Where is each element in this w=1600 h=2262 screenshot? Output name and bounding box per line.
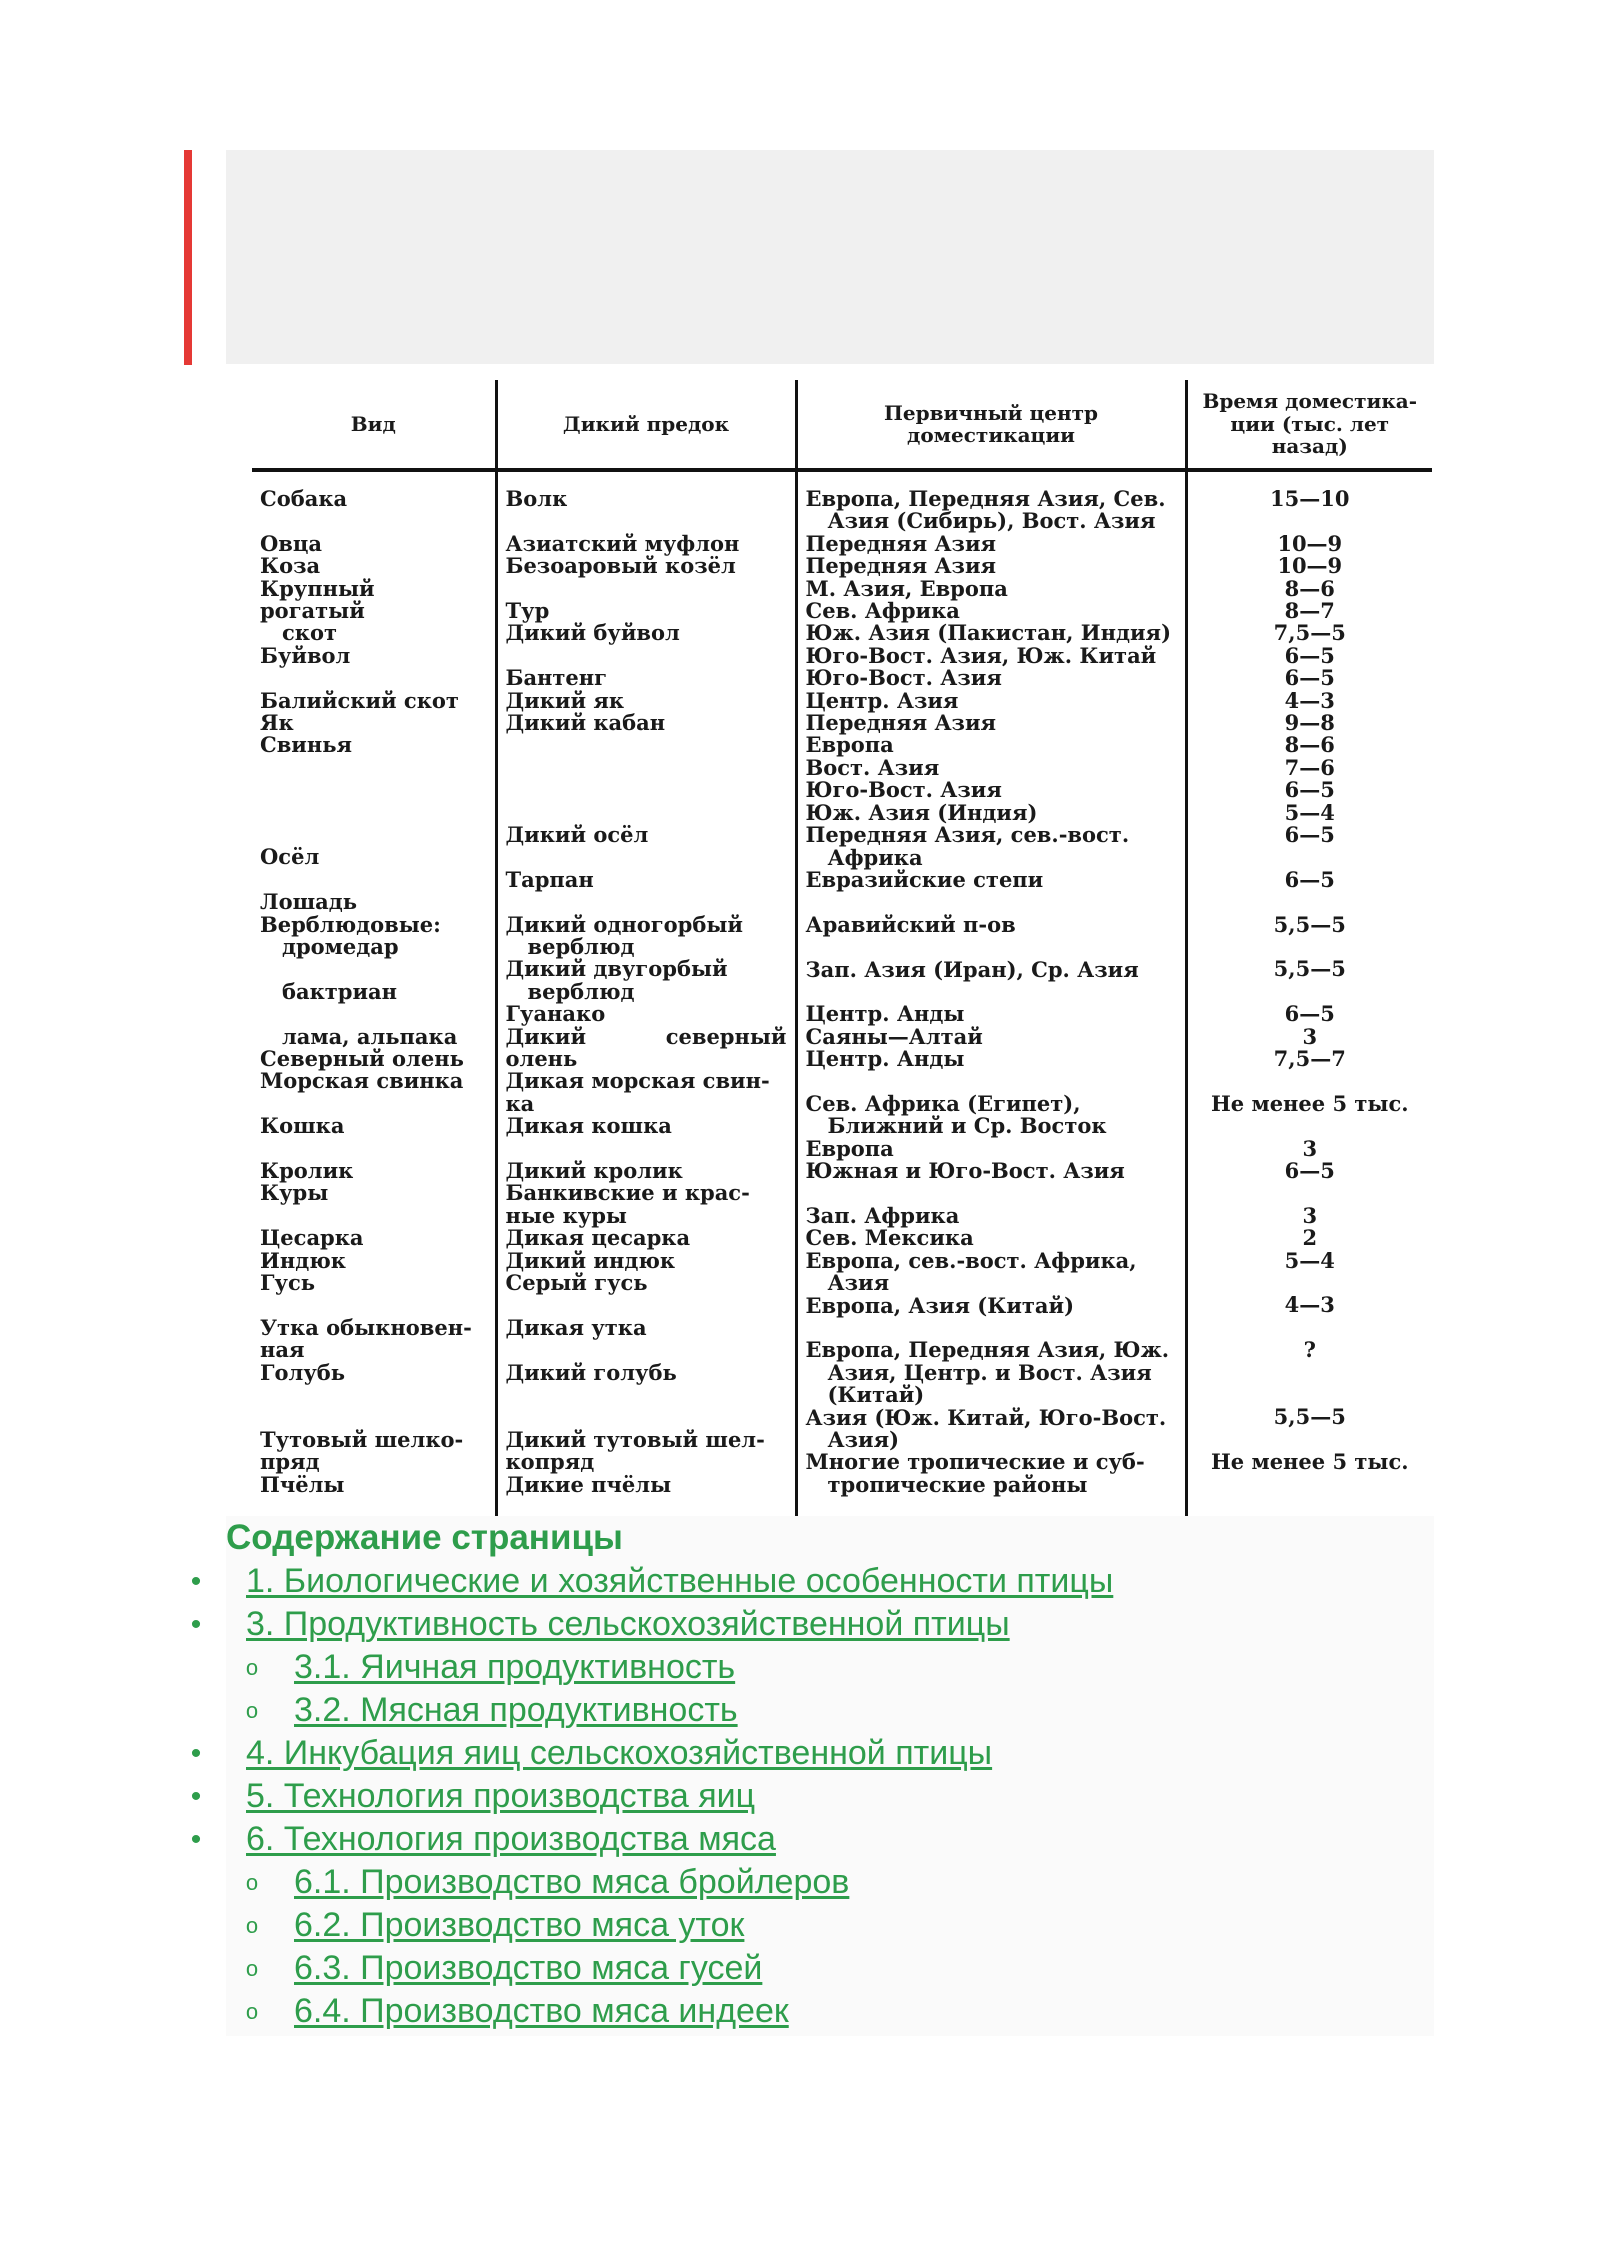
table-cell-line: Осёл (260, 844, 320, 870)
circle-bullet-icon: o (245, 1698, 259, 1723)
table-cell-line: Тарпан (505, 866, 594, 892)
table-cell-line: Ближний и Ср. Восток (827, 1113, 1107, 1139)
table-cell-line: 7,5—5 (1273, 620, 1346, 646)
table-cell-line: Передняя Азия (805, 530, 997, 556)
table-cell-line: лама, альпака (282, 1023, 458, 1049)
table-cell-line (1196, 1317, 1425, 1339)
table-cell-line: Дикий голубь (505, 1359, 677, 1385)
table-cell-line: Дикий тутовый шел- (505, 1426, 765, 1452)
table-cell-line: Цесарка (260, 1225, 364, 1251)
toc-item (190, 1732, 1113, 1775)
toc-item (226, 1861, 1113, 1904)
table-cell-line: Куры (260, 1180, 329, 1206)
toc-title: Содержание страницы (226, 1518, 623, 1557)
table-cell-line: Зап. Азия (Иран), Ср. Азия (805, 956, 1139, 982)
table-cell-line: 2 (1302, 1225, 1318, 1251)
table-cell-line (1196, 981, 1425, 1003)
ancestor-column (496, 470, 796, 1526)
table-cell-line: пряд (260, 1449, 320, 1475)
table-cell-line (1196, 936, 1425, 958)
table-cell-line: верблюд (527, 933, 635, 959)
table-cell-line: ная (260, 1337, 305, 1363)
toc-link[interactable]: 3.2. Мясная продуктивность (294, 1691, 738, 1729)
table-cell-line: назад) (1271, 434, 1348, 459)
table-of-contents (190, 1516, 1434, 2036)
circle-bullet-icon: o (245, 1870, 259, 1895)
table-cell-line (260, 1003, 487, 1025)
table-cell-line: Аравийский п-ов (805, 911, 1016, 937)
quote-box (226, 150, 1434, 364)
table-cell-line (260, 802, 487, 824)
table-cell-line: Африка (827, 844, 923, 870)
circle-bullet-icon: o (245, 1655, 259, 1680)
table-cell-line: Европа (805, 732, 894, 758)
table-cell-line: ции (тыс. лет (1230, 411, 1390, 436)
circle-bullet-icon: o (245, 1999, 259, 2024)
table-cell-line: 6—5 (1284, 1158, 1335, 1184)
toc-list (190, 1560, 1114, 2033)
toc-item (226, 1990, 1113, 2033)
table-cell-line: Голубь (260, 1359, 346, 1385)
table-cell-line: Кошка (260, 1113, 345, 1139)
bullet-icon: • (190, 1780, 202, 1813)
table-cell-line: 10—9 (1277, 553, 1343, 579)
table-cell-line (1196, 1115, 1425, 1137)
table-cell-line (506, 1294, 787, 1316)
table-cell-line: Азия (Сибирь), Вост. Азия (827, 508, 1156, 534)
table-cell-line: копряд (505, 1449, 595, 1475)
center-column (796, 470, 1186, 1526)
table-cell-line: Юго-Вост. Азия, Юж. Китай (805, 642, 1157, 668)
table-cell-line: 7—6 (1284, 754, 1335, 780)
table-cell-line: 3 (1302, 1023, 1318, 1049)
table-cell-line: Азиатский муфлон (505, 530, 740, 556)
table-cell-line: Верблюдовые: (260, 911, 441, 937)
table-cell-line (260, 1384, 487, 1406)
table-cell-line: тропические районы (827, 1471, 1088, 1497)
table-cell-line (506, 891, 787, 913)
table-body-row (252, 470, 1432, 1526)
table-cell-line: 3 (1302, 1202, 1318, 1228)
table-cell-line: 5—4 (1284, 1247, 1335, 1273)
table-cell-line: ные куры (505, 1202, 627, 1228)
table-cell-line: Банкивские и крас- (505, 1180, 750, 1206)
table-cell-line: Передняя Азия (805, 553, 997, 579)
table-cell-line: М. Азия, Европа (805, 575, 1008, 601)
table-cell-line: Юж. Азия (Пакистан, Индия) (805, 620, 1172, 646)
table-cell-line: Волк (505, 486, 568, 511)
table-cell-line: Европа, Азия (Китай) (805, 1292, 1075, 1318)
table-cell-line: Безоаровый козёл (505, 553, 736, 579)
table-cell-line (1196, 1474, 1425, 1496)
table-cell-line: Крупный рогатый (260, 575, 375, 624)
table-cell-line (506, 1339, 787, 1361)
table-cell-line: Дикая морская свин- (505, 1068, 770, 1094)
time-column (1186, 470, 1432, 1526)
table-cell-line: 9—8 (1284, 710, 1335, 736)
toc-link[interactable]: 5. Технология производства яиц (246, 1777, 756, 1815)
table-cell-line: Сев. Африка (Египет), (805, 1090, 1081, 1116)
table-cell-line: Дикий як (505, 687, 625, 713)
table-cell-line: Дикий буйвол (505, 620, 680, 646)
table-cell-line: Юго-Вост. Азия (805, 777, 1002, 803)
table-cell-line: дромедар (282, 934, 399, 960)
table-cell-line: 3 (1302, 1135, 1318, 1161)
table-cell-line: Азия) (827, 1426, 900, 1452)
circle-bullet-icon: o (245, 1956, 259, 1981)
table-cell-line: Европа, сев.-вост. Африка, (805, 1247, 1137, 1273)
header-ancestor (496, 380, 796, 470)
table-cell-line (506, 510, 787, 532)
toc-link[interactable]: 6.4. Производство мяса индеек (294, 1992, 789, 2030)
table-cell-line: 7,5—7 (1273, 1046, 1346, 1072)
table-cell-line: бактриан (282, 978, 398, 1004)
table-cell-line: 5,5—5 (1273, 911, 1346, 937)
toc-item (226, 1646, 1113, 1689)
table-cell-line: 8—6 (1284, 732, 1335, 758)
table-cell-line (260, 958, 487, 980)
table-cell-line (1196, 1362, 1425, 1384)
bullet-icon: • (190, 1565, 202, 1598)
table-cell-line: Первичный центр (884, 400, 1098, 425)
table-cell-line (806, 1317, 1177, 1339)
table-cell-line: Центр. Азия (805, 687, 959, 713)
table-cell-line (260, 1093, 487, 1115)
table-cell-line: Гуанако (505, 1001, 606, 1027)
header-time (1186, 380, 1432, 470)
table-cell-line: Лошадь (260, 889, 358, 915)
table-cell-line: Дикий северный олень (505, 1023, 787, 1072)
table-cell-line: Южная и Юго-Вост. Азия (805, 1158, 1125, 1184)
toc-item (190, 1775, 1113, 1818)
toc-link[interactable]: 1. Биологические и хозяйственные особенности птицы (246, 1562, 1114, 1600)
table-cell-line: Свинья (260, 732, 353, 758)
toc-item (226, 1904, 1113, 1947)
toc-item (190, 1603, 1113, 1646)
table-cell-line (1196, 891, 1425, 913)
table-cell-line: 6—5 (1284, 822, 1335, 848)
toc-link[interactable]: 6.1. Производство мяса бройлеров (294, 1863, 850, 1901)
species-column (252, 470, 496, 1526)
table-cell-line (506, 779, 787, 801)
toc-link[interactable]: 4. Инкубация яиц сельскохозяйственной птицы (246, 1734, 993, 1772)
toc-link[interactable]: 6.2. Производство мяса уток (294, 1906, 745, 1944)
table-cell-line: Евразийские степи (805, 866, 1044, 892)
table-cell-line: Вост. Азия (805, 754, 940, 780)
table-cell-line: Многие тропические и суб- (805, 1449, 1145, 1475)
header-species (252, 380, 496, 470)
table-cell-line (506, 802, 787, 824)
table-cell-line (260, 1294, 487, 1316)
table-cell-line: Центр. Анды (805, 1046, 965, 1072)
table-cell-line (1196, 1429, 1425, 1451)
table-cell-line: Дикая цесарка (505, 1225, 691, 1251)
table-cell-line (1196, 1384, 1425, 1406)
table-cell-line: 8—7 (1284, 598, 1335, 624)
table-cell-line (260, 1406, 487, 1428)
table-cell-line: Дикий кабан (505, 710, 666, 736)
table-cell-line: Дикие пчёлы (505, 1471, 672, 1497)
table-cell-line: Дикая кошка (505, 1113, 672, 1139)
table-cell-line (1196, 1182, 1425, 1204)
table-cell-line: Дикий кролик (505, 1158, 683, 1184)
table-cell-line: 6—5 (1284, 642, 1335, 668)
table-cell-line (506, 757, 787, 779)
table-cell-line: (Китай) (827, 1382, 925, 1408)
table-cell-line (1196, 510, 1425, 532)
table-cell-line (506, 1406, 787, 1428)
toc-link[interactable]: 6.3. Производство мяса гусей (294, 1949, 763, 1987)
table-cell-line: 4—3 (1284, 1292, 1335, 1318)
table-cell-line: Индюк (260, 1247, 346, 1273)
table-cell-line: ка (505, 1090, 535, 1116)
table-cell-line (806, 1183, 1177, 1205)
table-cell-line: верблюд (527, 978, 635, 1004)
table-cell-line: Овца (260, 530, 323, 556)
table-cell-line (1196, 846, 1425, 868)
table-cell-line: Зап. Африка (805, 1202, 960, 1228)
accent-bar (184, 150, 192, 365)
table-cell-line: 6—5 (1284, 1001, 1335, 1027)
table-cell-line (260, 667, 487, 689)
table-cell-line: Сев. Мексика (805, 1225, 974, 1251)
table-cell-line: Буйвол (260, 642, 351, 668)
table-cell-line: 5—4 (1284, 799, 1335, 825)
table-cell-line: Тур (505, 598, 550, 623)
table-cell-line (506, 846, 787, 868)
table-cell-line (806, 891, 1177, 913)
table-cell-line (806, 936, 1177, 958)
table-cell-line: Европа, Передняя Азия, Юж. (805, 1337, 1170, 1363)
table-cell-line (506, 1138, 787, 1160)
table-cell-line: 15—10 (1270, 486, 1350, 511)
table-cell-line: 6—5 (1284, 777, 1335, 803)
table-cell-line: Утка обыкновен- (260, 1314, 472, 1340)
table-cell-line: Азия (Юж. Китай, Юго-Вост. (805, 1404, 1167, 1430)
table-cell-line: Саяны—Алтай (805, 1023, 983, 1049)
table-cell-line: 8—6 (1284, 575, 1335, 601)
table-cell-line: Сев. Африка (805, 598, 960, 624)
toc-item (190, 1560, 1114, 1603)
table-cell-line (260, 510, 487, 532)
table-cell-line: Европа (805, 1135, 894, 1161)
table-cell-line: 6—5 (1284, 866, 1335, 892)
table-cell-line (1196, 1272, 1425, 1294)
table-cell-line: Время доместика- (1202, 389, 1418, 414)
table-cell-line: Дикая утка (505, 1314, 647, 1340)
table-cell-line: Як (260, 710, 294, 736)
table-cell-line (260, 1205, 487, 1227)
table-cell-line: доместикации (906, 423, 1076, 447)
table-cell-line (260, 757, 487, 779)
table-cell-line: Коза (260, 553, 321, 579)
table-cell-line (260, 869, 487, 891)
table-cell-line: Дикий предок (562, 411, 730, 436)
table-cell-line: Не менее 5 тыс. (1210, 1090, 1409, 1116)
toc-item (226, 1689, 1113, 1732)
table-cell-line (806, 981, 1177, 1003)
table-cell-line: Передняя Азия, сев.-вост. (805, 822, 1130, 848)
table-cell-line (260, 1138, 487, 1160)
table-cell-line: 5,5—5 (1273, 1404, 1346, 1430)
table-cell-line: Юго-Вост. Азия (805, 665, 1002, 691)
table-cell-line: Бантенг (505, 665, 608, 691)
table-cell-line (506, 645, 787, 667)
circle-bullet-icon: o (245, 1913, 259, 1938)
table-header-row (252, 380, 1432, 470)
toc-link[interactable]: 3. Продуктивность сельскохозяйственной птицы (246, 1605, 1010, 1643)
toc-link[interactable]: 3.1. Яичная продуктивность (294, 1648, 736, 1686)
table-cell-line: Азия, Центр. и Вост. Азия (827, 1359, 1152, 1385)
table-cell-line: Вид (350, 411, 396, 436)
domestication-table (252, 380, 1432, 1526)
table-cell-line: Дикий одногорбый (505, 911, 743, 937)
bullet-icon: • (190, 1737, 202, 1770)
table-cell-line: 6—5 (1284, 665, 1335, 691)
table-cell-line: Гусь (260, 1270, 315, 1296)
table-cell-line: Дикий индюк (505, 1247, 676, 1273)
table-cell-line: Пчёлы (260, 1471, 345, 1497)
table-cell-line: ? (1303, 1337, 1316, 1363)
table-cell-line: Тутовый шелко- (260, 1426, 464, 1452)
table-cell-line: 4—3 (1284, 687, 1335, 713)
table-cell-line: Собака (260, 486, 348, 511)
table-cell-line: Балийский скот (260, 687, 459, 713)
table-cell-line: Европа, Передняя Азия, Сев. (805, 486, 1166, 511)
table-cell-line: Серый гусь (505, 1270, 648, 1296)
table-cell-line (1196, 1070, 1425, 1092)
toc-link[interactable]: 6. Технология производства мяса (246, 1820, 776, 1858)
table-cell-line: 5,5—5 (1273, 956, 1346, 982)
table-cell-line: Северный олень (260, 1046, 464, 1072)
table-cell-line (806, 1071, 1177, 1093)
table-cell-line: скот (282, 620, 337, 646)
toc-item (226, 1947, 1113, 1990)
toc-item (190, 1818, 1113, 1861)
table-cell-line: 10—9 (1277, 530, 1343, 556)
table-cell-line: Кролик (260, 1158, 354, 1184)
table-cell-line (260, 779, 487, 801)
table-cell-line (506, 578, 787, 600)
table-cell-line (260, 824, 487, 846)
table-cell-line (506, 1384, 787, 1406)
table-cell-line (506, 734, 787, 756)
table-cell-line: Центр. Анды (805, 1001, 965, 1027)
table-cell-line: Дикий осёл (505, 821, 649, 847)
table-cell-line: Юж. Азия (Индия) (805, 799, 1038, 825)
header-center (796, 380, 1186, 470)
bullet-icon: • (190, 1608, 202, 1641)
table-cell-line: Морская свинка (260, 1068, 464, 1094)
table-cell-line: Передняя Азия (805, 710, 997, 736)
table-cell-line: Азия (827, 1270, 890, 1296)
table-cell-line: Не менее 5 тыс. (1210, 1449, 1409, 1475)
table-cell-line: Дикий двугорбый (505, 956, 728, 982)
bullet-icon: • (190, 1823, 202, 1856)
